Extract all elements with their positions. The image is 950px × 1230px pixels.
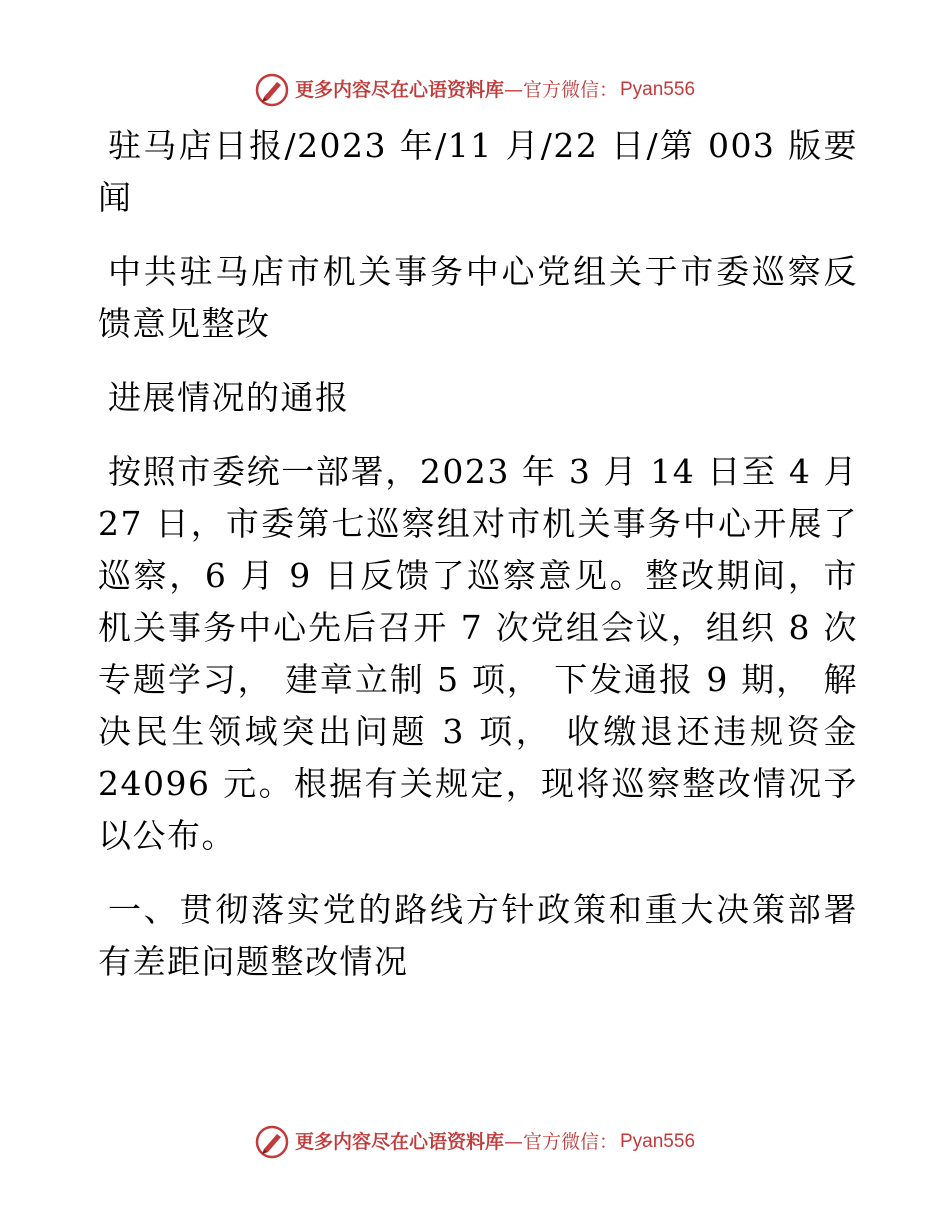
watermark-label: 官方微信： — [522, 1131, 618, 1153]
section-heading-1: 一、贯彻落实党的路线方针政策和重大决策部署有差距问题整改情况 — [98, 890, 858, 981]
watermark-wechat-id: Pyan556 — [620, 1131, 696, 1152]
watermark-wechat-id: Pyan556 — [620, 79, 696, 100]
watermark-label: 官方微信： — [522, 79, 618, 101]
intro-paragraph: 按照市委统一部署，2023 年 3 月 14 日至 4 月 27 日，市委第七巡察组对市机关事务中心开展了巡察，6 月 9 日反馈了巡察意见。整改期间，市机关事务中心先后召开 7 次党组会议，组织 8 次专题学习， 建章立制 5 项， 下发通报 9 期， 解决民生领域突出问题 3 项， 收缴退还违规资金 24096 元。根据有关规定，现将巡察整改情况予以公布。 — [98, 452, 858, 855]
watermark-brand: 更多内容尽在心语资料库 — [294, 1131, 504, 1153]
byline: 驻马店日报/2023 年/11 月/22 日/第 003 版要闻 — [98, 126, 858, 217]
pen-logo-icon — [255, 1125, 289, 1159]
title-line-2: 进展情况的通报 — [108, 378, 350, 417]
title-line-1: 中共驻马店市机关事务中心党组关于市委巡察反馈意见整改 — [98, 252, 858, 343]
pen-logo-icon — [255, 73, 289, 107]
watermark-brand: 更多内容尽在心语资料库 — [294, 79, 504, 101]
watermark-footer — [0, 1125, 950, 1159]
document-body — [98, 120, 858, 1010]
watermark-dash: — — [503, 79, 523, 101]
watermark-header — [0, 73, 950, 107]
watermark-dash: — — [503, 1131, 523, 1153]
